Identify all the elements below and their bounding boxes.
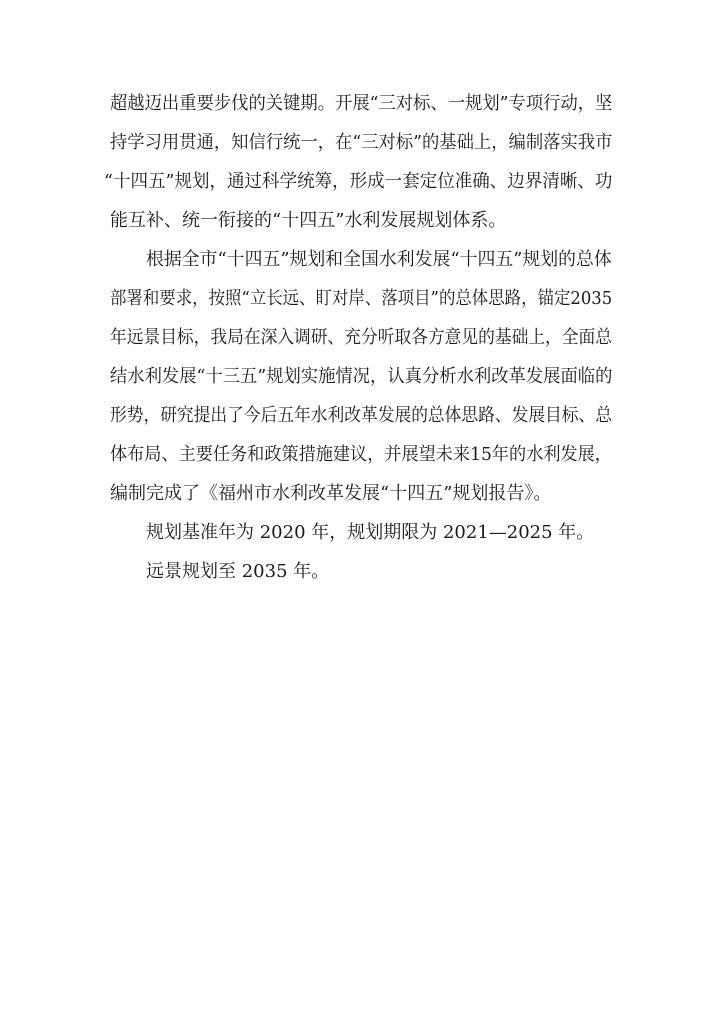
paragraph-2-line-5: 形势，研究提出了今后五年水利改革发展的总体思路、发展目标、总: [110, 405, 612, 426]
paragraph-2-line-6: 体布局、主要任务和政策措施建议，并展望未来15年的水利发展，: [110, 444, 612, 465]
paragraph-2-line-2: 部署和要求，按照“立长远、盯对岸、落项目”的总体思路，锚定2035: [110, 288, 613, 309]
paragraph-2-line-4: 结水利发展“十三五”规划实施情况，认真分析水利改革发展面临的: [110, 366, 613, 387]
paragraph-1-line-2: 持学习用贯通，知信行统一，在“三对标”的基础上，编制落实我市: [110, 132, 613, 153]
paragraph-1-line-3: “十四五”规划，通过科学统筹，形成一套定位准确、边界清晰、功: [104, 171, 613, 192]
paragraph-4-line-1: 远景规划至 2035 年。: [146, 561, 330, 582]
paragraph-1-line-1: 超越迈出重要步伐的关键期。开展“三对标、一规划”专项行动，坚: [110, 93, 613, 114]
paragraph-2-line-3: 年远景目标，我局在深入调研、充分听取各方意见的基础上，全面总: [110, 327, 612, 348]
paragraph-3-line-1: 规划基准年为 2020 年，规划期限为 2021—2025 年。: [146, 522, 595, 543]
paragraph-2-line-7: 编制完成了《福州市水利改革发展“十四五”规划报告》。: [110, 483, 552, 504]
paragraph-2-line-1: 根据全市“十四五”规划和全国水利发展“十四五”规划的总体: [146, 249, 612, 270]
paragraph-1-line-4: 能互补、统一衔接的“十四五”水利发展规划体系。: [110, 210, 507, 231]
